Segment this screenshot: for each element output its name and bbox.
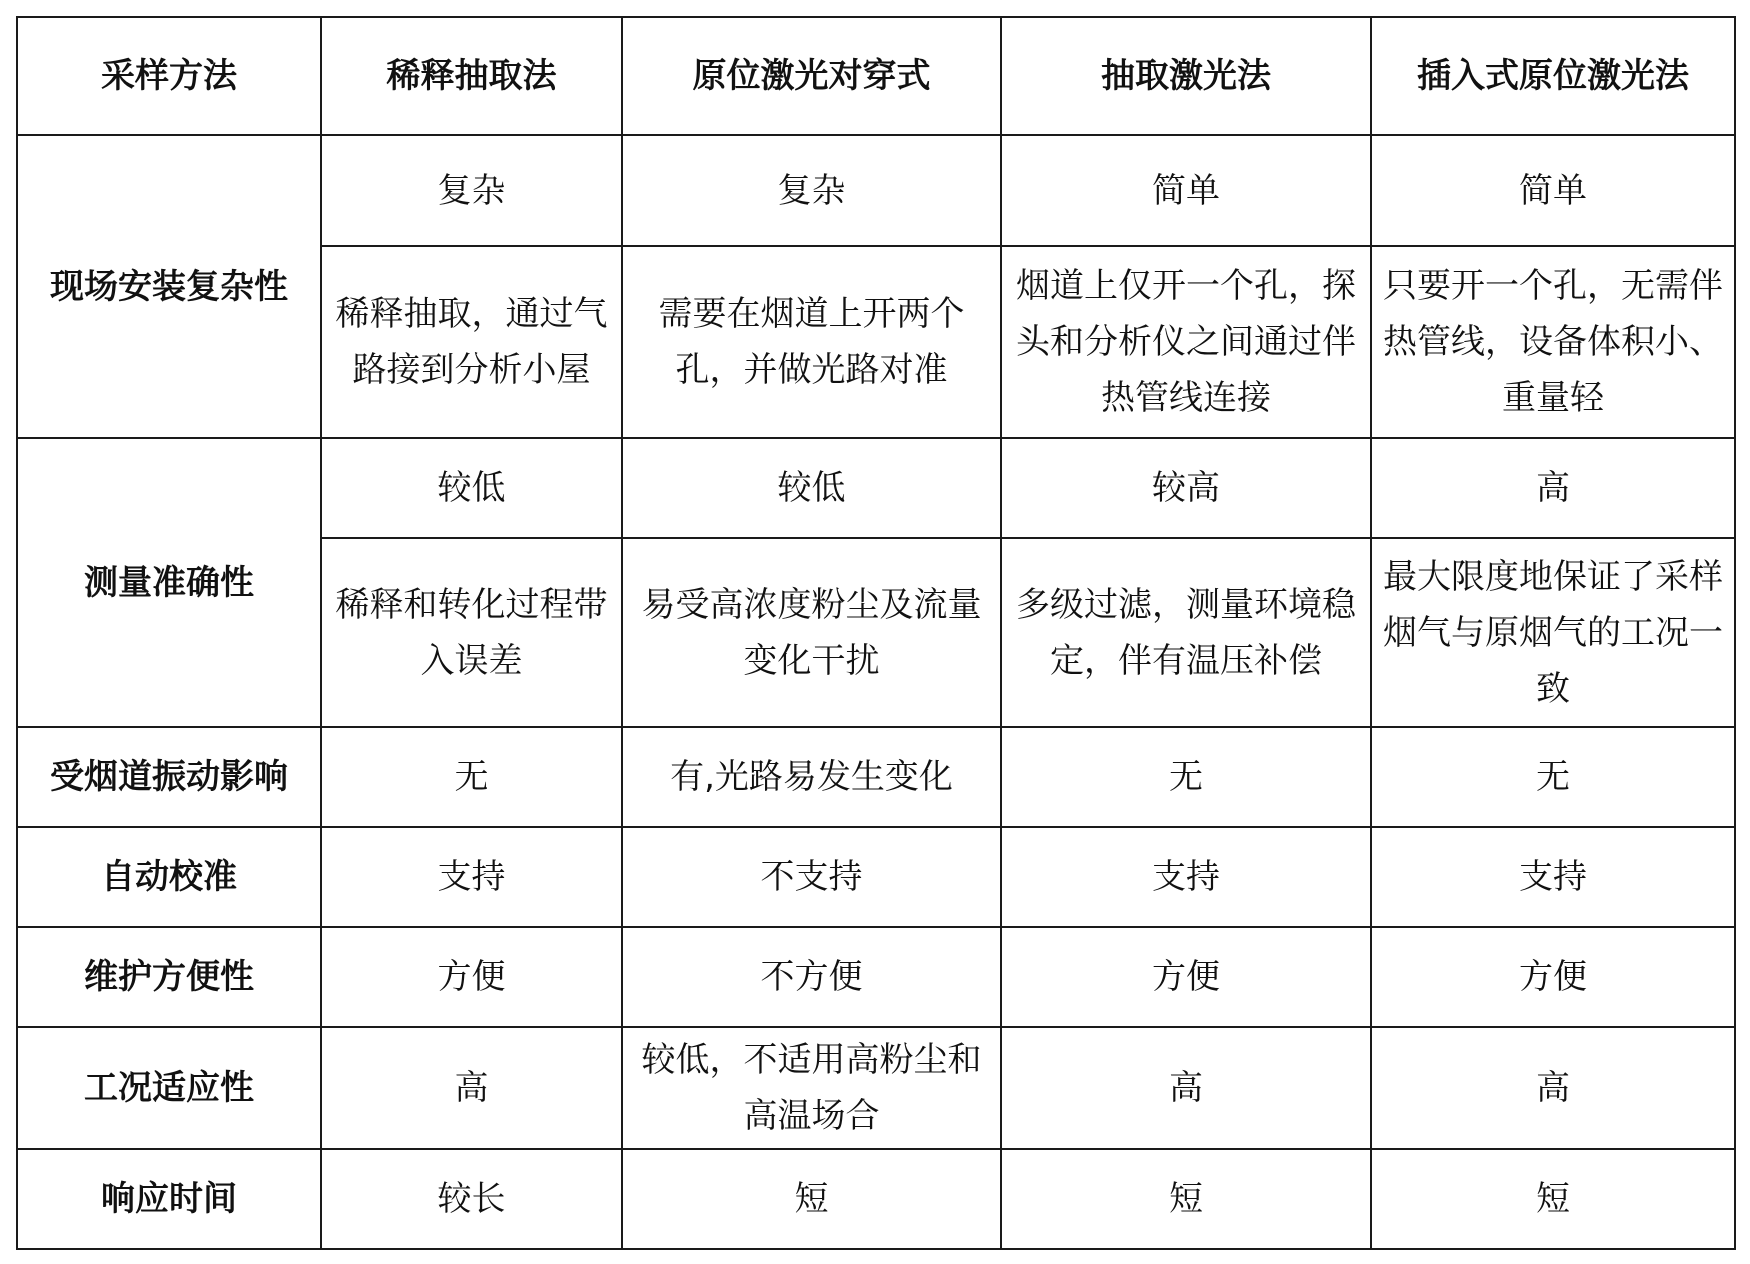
cell-calibration: 支持 — [321, 827, 622, 927]
cell-accuracy-note: 最大限度地保证了采样烟气与原烟气的工况一致 — [1371, 538, 1735, 727]
cell-calibration: 支持 — [1371, 827, 1735, 927]
header-dilution-extraction: 稀释抽取法 — [321, 17, 622, 135]
header-extractive-laser: 抽取激光法 — [1001, 17, 1371, 135]
cell-response: 短 — [1001, 1149, 1371, 1249]
cell-install-level: 简单 — [1001, 135, 1371, 246]
table-row — [17, 135, 1735, 246]
cell-vibration: 无 — [1001, 727, 1371, 827]
cell-adaptability: 较低，不适用高粉尘和高温场合 — [622, 1027, 1001, 1149]
row-label-adaptability: 工况适应性 — [17, 1027, 321, 1149]
comparison-table — [16, 16, 1736, 1250]
table-row — [17, 727, 1735, 827]
cell-vibration: 无 — [1371, 727, 1735, 827]
row-label-calibration: 自动校准 — [17, 827, 321, 927]
cell-accuracy-note: 易受高浓度粉尘及流量变化干扰 — [622, 538, 1001, 727]
cell-accuracy-note: 多级过滤，测量环境稳定，伴有温压补偿 — [1001, 538, 1371, 727]
header-insertion-insitu-laser: 插入式原位激光法 — [1371, 17, 1735, 135]
cell-accuracy-level: 较低 — [321, 438, 622, 538]
row-label-install: 现场安装复杂性 — [17, 135, 321, 438]
cell-install-note: 需要在烟道上开两个孔，并做光路对准 — [622, 246, 1001, 438]
header-row — [17, 17, 1735, 135]
table-row — [17, 927, 1735, 1027]
cell-maintenance: 方便 — [1371, 927, 1735, 1027]
cell-adaptability: 高 — [321, 1027, 622, 1149]
cell-accuracy-note: 稀释和转化过程带入误差 — [321, 538, 622, 727]
cell-install-level: 复杂 — [622, 135, 1001, 246]
table-row — [17, 438, 1735, 538]
cell-install-note: 稀释抽取，通过气路接到分析小屋 — [321, 246, 622, 438]
cell-accuracy-level: 较高 — [1001, 438, 1371, 538]
cell-maintenance: 方便 — [1001, 927, 1371, 1027]
cell-install-note: 烟道上仅开一个孔，探头和分析仪之间通过伴热管线连接 — [1001, 246, 1371, 438]
cell-response: 短 — [622, 1149, 1001, 1249]
cell-accuracy-level: 较低 — [622, 438, 1001, 538]
cell-vibration: 有,光路易发生变化 — [622, 727, 1001, 827]
cell-adaptability: 高 — [1001, 1027, 1371, 1149]
cell-install-note: 只要开一个孔，无需伴热管线，设备体积小、重量轻 — [1371, 246, 1735, 438]
cell-response: 短 — [1371, 1149, 1735, 1249]
cell-response: 较长 — [321, 1149, 622, 1249]
cell-install-level: 复杂 — [321, 135, 622, 246]
table-row — [17, 1149, 1735, 1249]
cell-maintenance: 方便 — [321, 927, 622, 1027]
row-label-maintenance: 维护方便性 — [17, 927, 321, 1027]
cell-install-level: 简单 — [1371, 135, 1735, 246]
cell-accuracy-level: 高 — [1371, 438, 1735, 538]
row-label-response: 响应时间 — [17, 1149, 321, 1249]
row-label-accuracy: 测量准确性 — [17, 438, 321, 727]
cell-maintenance: 不方便 — [622, 927, 1001, 1027]
cell-calibration: 支持 — [1001, 827, 1371, 927]
table-row — [17, 827, 1735, 927]
table-row — [17, 1027, 1735, 1149]
row-label-vibration: 受烟道振动影响 — [17, 727, 321, 827]
cell-adaptability: 高 — [1371, 1027, 1735, 1149]
cell-vibration: 无 — [321, 727, 622, 827]
header-sampling-method: 采样方法 — [17, 17, 321, 135]
cell-calibration: 不支持 — [622, 827, 1001, 927]
header-insitu-cross-stack: 原位激光对穿式 — [622, 17, 1001, 135]
